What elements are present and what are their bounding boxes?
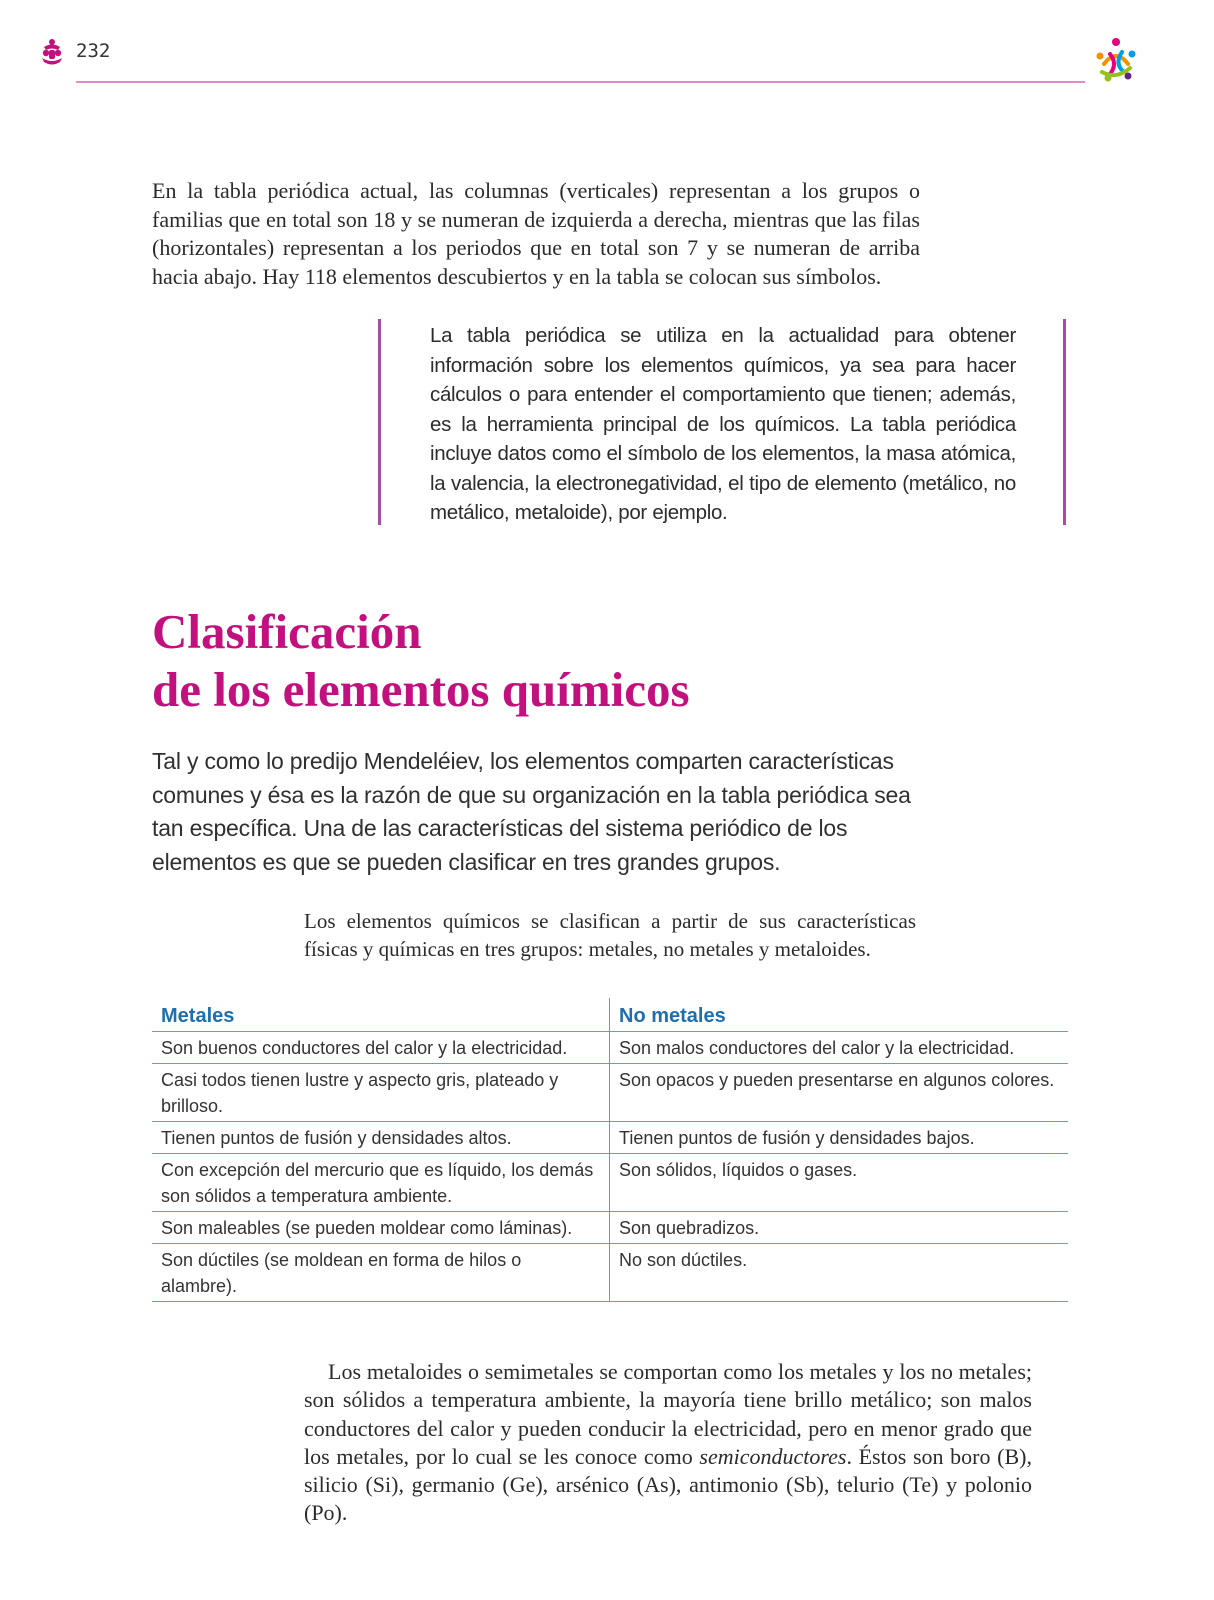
table-cell-no-metales: Son malos conductores del calor y la electricidad. bbox=[610, 1032, 1069, 1064]
section-title bbox=[152, 603, 952, 719]
table-row bbox=[152, 1212, 1068, 1244]
colorful-figures-icon bbox=[1088, 34, 1144, 86]
lead-paragraph: Tal y como lo predijo Mendeléiev, los elementos comparten características comunes y ésa es la razón de que su organización en la tabla periódica sea tan específica. Una de las características del sistema periódico de los elementos es que se pueden clasificar en tres grandes grupos. bbox=[152, 748, 911, 875]
header-rule bbox=[76, 81, 1085, 83]
table-cell-metales: Casi todos tienen lustre y aspecto gris, plateado y brilloso. bbox=[152, 1064, 610, 1122]
table-cell-no-metales: Son sólidos, líquidos o gases. bbox=[610, 1154, 1069, 1212]
table-cell-metales: Tienen puntos de fusión y densidades altos. bbox=[152, 1122, 610, 1154]
table-row bbox=[152, 1244, 1068, 1302]
callout-left-bar bbox=[378, 319, 381, 525]
metalloids-text-start: Los metaloides o semimetales se comportan como los metales y los no metales; son sólidos a temperatura ambiente, la mayoría tiene brillo metálico; son malos conductores del calor y pueden conducir la electricidad, pero en menor grado que los metales, por lo cual se les conoce como bbox=[304, 1359, 1032, 1469]
table-cell-no-metales: Tienen puntos de fusión y densidades bajos. bbox=[610, 1122, 1069, 1154]
section-title-line2: de los elementos químicos bbox=[152, 661, 690, 717]
table-row bbox=[152, 1032, 1068, 1064]
table-cell-metales: Son buenos conductores del calor y la electricidad. bbox=[152, 1032, 610, 1064]
table-cell-no-metales: Son opacos y pueden presentarse en algunos colores. bbox=[610, 1064, 1069, 1122]
table-header-row bbox=[152, 998, 1068, 1032]
table-row bbox=[152, 1064, 1068, 1122]
header-metales: Metales bbox=[152, 998, 610, 1032]
metalloids-text-end: . Éstos son boro (B), silicio (Si), germanio (Ge), arsénico (As), antimonio (Sb), telurio (Te) y polonio (Po). bbox=[304, 1443, 1032, 1526]
intro-paragraph: En la tabla periódica actual, las columnas (verticales) representan a los grupos o familias que en total son 18 y se numeran de izquierda a derecha, mientras que las filas (horizontales) representan a los periodos que en total son 7 y se numeran de arriba hacia abajo. Hay 118 elementos descubiertos y en la tabla se colocan sus símbolos. bbox=[152, 178, 920, 289]
table-cell-no-metales: Son quebradizos. bbox=[610, 1212, 1069, 1244]
header-no-metales: No metales bbox=[610, 998, 1069, 1032]
page-number: 232 bbox=[76, 40, 111, 62]
table-cell-metales: Con excepción del mercurio que es líquido, los demás son sólidos a temperatura ambiente. bbox=[152, 1154, 610, 1212]
table-row bbox=[152, 1154, 1068, 1212]
callout-text: La tabla periódica se utiliza en la actualidad para obtener información sobre los elementos químicos, ya sea para hacer cálculos o para entender el comportamiento que tienen; además, es la herramienta principal de los químicos. La tabla periódica incluye datos como el símbolo de los elementos, la masa atómica, la valencia, la electronegatividad, el tipo de elemento (metálico, no metálico, metaloide), por ejemplo. bbox=[430, 324, 1016, 524]
callout-box bbox=[378, 319, 1066, 525]
note-paragraph: Los elementos químicos se clasifican a partir de sus características físicas y químicas en tres grupos: metales, no metales y metaloides. bbox=[304, 909, 916, 961]
section-title-line1: Clasificación bbox=[152, 603, 422, 659]
classification-table bbox=[152, 998, 1068, 1302]
ornament-icon bbox=[38, 38, 66, 68]
metalloids-paragraph bbox=[304, 1358, 1032, 1528]
table-row bbox=[152, 1122, 1068, 1154]
table-cell-metales: Son maleables (se pueden moldear como láminas). bbox=[152, 1212, 610, 1244]
table-cell-no-metales: No son dúctiles. bbox=[610, 1244, 1069, 1302]
page-header bbox=[0, 0, 1214, 90]
table-cell-metales: Son dúctiles (se moldean en forma de hilos o alambre). bbox=[152, 1244, 610, 1302]
semiconductores-term: semiconductores bbox=[699, 1443, 847, 1469]
callout-right-bar bbox=[1063, 319, 1066, 525]
